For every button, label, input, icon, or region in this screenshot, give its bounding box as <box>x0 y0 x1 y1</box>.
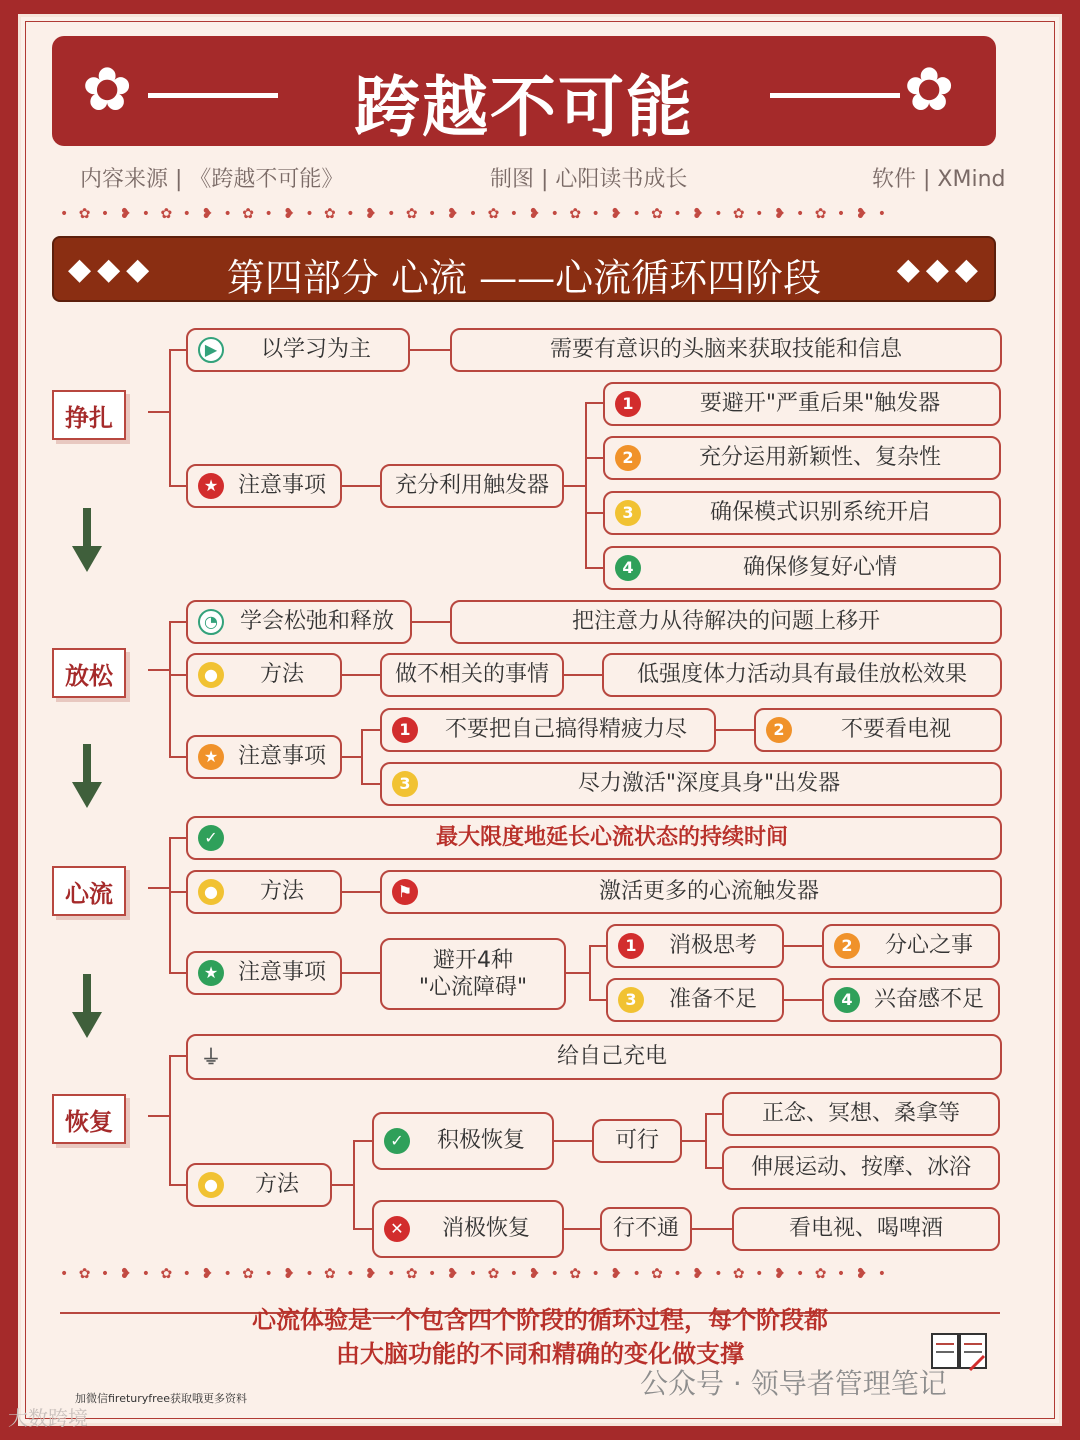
lightbulb-icon: ● <box>198 662 224 688</box>
star-icon: ★ <box>198 473 224 499</box>
node-flow-method: ● 方法 <box>186 870 342 914</box>
number-4-icon: 4 <box>834 987 860 1013</box>
contact-note: 加微信fireturyfree获取哦更多资料 <box>75 1392 247 1405</box>
node-trigger-2: 2 充分运用新颖性、复杂性 <box>603 436 1001 480</box>
check-circle-icon: ✓ <box>384 1128 410 1154</box>
node-recovery-positive: ✓ 积极恢复 <box>372 1112 554 1170</box>
lightbulb-icon: ● <box>198 1172 224 1198</box>
node-recovery-p2: 伸展运动、按摩、冰浴 <box>722 1146 1000 1190</box>
number-3-icon: 3 <box>615 500 641 526</box>
node-relax-notice-3: 3 尽力激活"深度具身"出发器 <box>380 762 1002 806</box>
node-learn-desc: 需要有意识的头脑来获取技能和信息 <box>450 328 1002 372</box>
flower-icon: ✿ <box>904 55 955 125</box>
check-icon: ✓ <box>198 825 224 851</box>
diamond-icons: ◆◆◆ <box>68 252 156 287</box>
x-circle-icon: ✕ <box>384 1216 410 1242</box>
node-flow-avoid: 避开4种 "心流障碍" <box>380 938 566 1010</box>
node-relax-notice: ★ 注意事项 <box>186 735 342 779</box>
down-arrow-icon <box>72 974 102 1040</box>
node-relax-notice-2: 2 不要看电视 <box>754 708 1002 752</box>
stage-recovery: 恢复 <box>52 1094 126 1144</box>
number-2-icon: 2 <box>766 717 792 743</box>
number-2-icon: 2 <box>615 445 641 471</box>
node-trigger-3: 3 确保模式识别系统开启 <box>603 491 1001 535</box>
number-1-icon: 1 <box>615 391 641 417</box>
page-title: 跨越不可能 <box>354 68 694 146</box>
node-recovery-p1: 正念、冥想、桑拿等 <box>722 1092 1000 1136</box>
lightbulb-icon: ● <box>198 879 224 905</box>
credit-author: 制图 | 心阳读书成长 <box>490 167 688 192</box>
node-relax-do: 做不相关的事情 <box>380 653 564 697</box>
node-learn: ▶ 以学习为主 <box>186 328 410 372</box>
node-notice: ★ 注意事项 <box>186 464 342 508</box>
footer-line-2: 由大脑功能的不同和精确的变化做支撑 <box>336 1339 744 1368</box>
node-recovery-negative: ✕ 消极恢复 <box>372 1200 564 1258</box>
node-recovery-method: ● 方法 <box>186 1163 332 1207</box>
node-trigger-4: 4 确保修复好心情 <box>603 546 1001 590</box>
title-banner <box>52 36 996 146</box>
title-line-right <box>770 93 900 98</box>
node-recovery-charge: ⏚ 给自己充电 <box>186 1034 1002 1080</box>
number-3-icon: 3 <box>392 771 418 797</box>
number-2-icon: 2 <box>834 933 860 959</box>
diamond-icons: ◆◆◆ <box>896 252 984 287</box>
number-4-icon: 4 <box>615 555 641 581</box>
node-flow-notice: ★ 注意事项 <box>186 951 342 995</box>
number-1-icon: 1 <box>618 933 644 959</box>
node-flow-barrier-3: 3 准备不足 <box>606 978 784 1022</box>
node-flow-barrier-2: 2 分心之事 <box>822 924 1000 968</box>
node-flow-barrier-4: 4 兴奋感不足 <box>822 978 1000 1022</box>
node-trigger-1: 1 要避开"严重后果"触发器 <box>603 382 1001 426</box>
node-flow-method-desc: ⚑ 激活更多的心流触发器 <box>380 870 1002 914</box>
plug-icon: ⏚ <box>201 1044 221 1069</box>
number-1-icon: 1 <box>392 717 418 743</box>
progress-circle-icon: ◔ <box>198 609 224 635</box>
ornament-divider: • ✿ • ❥ • ✿ • ❥ • ✿ • ❥ • ✿ • ❥ • ✿ • ❥ • ✿ • ❥ • ✿ • ❥ • ✿ • ❥ • ✿ • ❥ • ✿ • ❥ • <box>60 1266 890 1282</box>
node-flow-barrier-1: 1 消极思考 <box>606 924 784 968</box>
watermark: 公众号 · 领导者管理笔记 <box>640 1367 947 1400</box>
node-relax-method: ● 方法 <box>186 653 342 697</box>
down-arrow-icon <box>72 508 102 574</box>
flower-icon: ✿ <box>82 55 133 125</box>
node-recovery-no: 行不通 <box>600 1207 692 1251</box>
down-arrow-icon <box>72 744 102 810</box>
flag-icon: ⚑ <box>392 879 418 905</box>
node-relax-method-desc: 低强度体力活动具有最佳放松效果 <box>602 653 1002 697</box>
star-icon: ★ <box>198 960 224 986</box>
node-recovery-n1: 看电视、喝啤酒 <box>732 1207 1000 1251</box>
node-relax-notice-1: 1 不要把自己搞得精疲力尽 <box>380 708 716 752</box>
stage-struggle: 挣扎 <box>52 390 126 440</box>
node-relax-desc: 把注意力从待解决的问题上移开 <box>450 600 1002 644</box>
corner-logo: 大数跨境 <box>8 1406 88 1430</box>
node-use-triggers: 充分利用触发器 <box>380 464 564 508</box>
number-3-icon: 3 <box>618 987 644 1013</box>
node-recovery-ok: 可行 <box>592 1119 682 1163</box>
ornament-divider: • ✿ • ❥ • ✿ • ❥ • ✿ • ❥ • ✿ • ❥ • ✿ • ❥ • ✿ • ❥ • ✿ • ❥ • ✿ • ❥ • ✿ • ❥ • ✿ • ❥ • <box>60 206 890 222</box>
stage-relax: 放松 <box>52 648 126 698</box>
stage-flow: 心流 <box>52 866 126 916</box>
node-relax-learn: ◔ 学会松弛和释放 <box>186 600 412 644</box>
section-banner <box>52 236 996 302</box>
section-title: 第四部分 心流 ——心流循环四阶段 <box>226 256 822 300</box>
credit-source: 内容来源 | 《跨越不可能》 <box>80 167 344 192</box>
node-flow-goal: ✓ 最大限度地延长心流状态的持续时间 <box>186 816 1002 860</box>
credit-software: 软件 | XMind <box>872 167 1006 192</box>
footer-line-1: 心流体验是一个包含四个阶段的循环过程，每个阶段都 <box>252 1306 828 1334</box>
star-icon: ★ <box>198 744 224 770</box>
play-icon: ▶ <box>198 337 224 363</box>
